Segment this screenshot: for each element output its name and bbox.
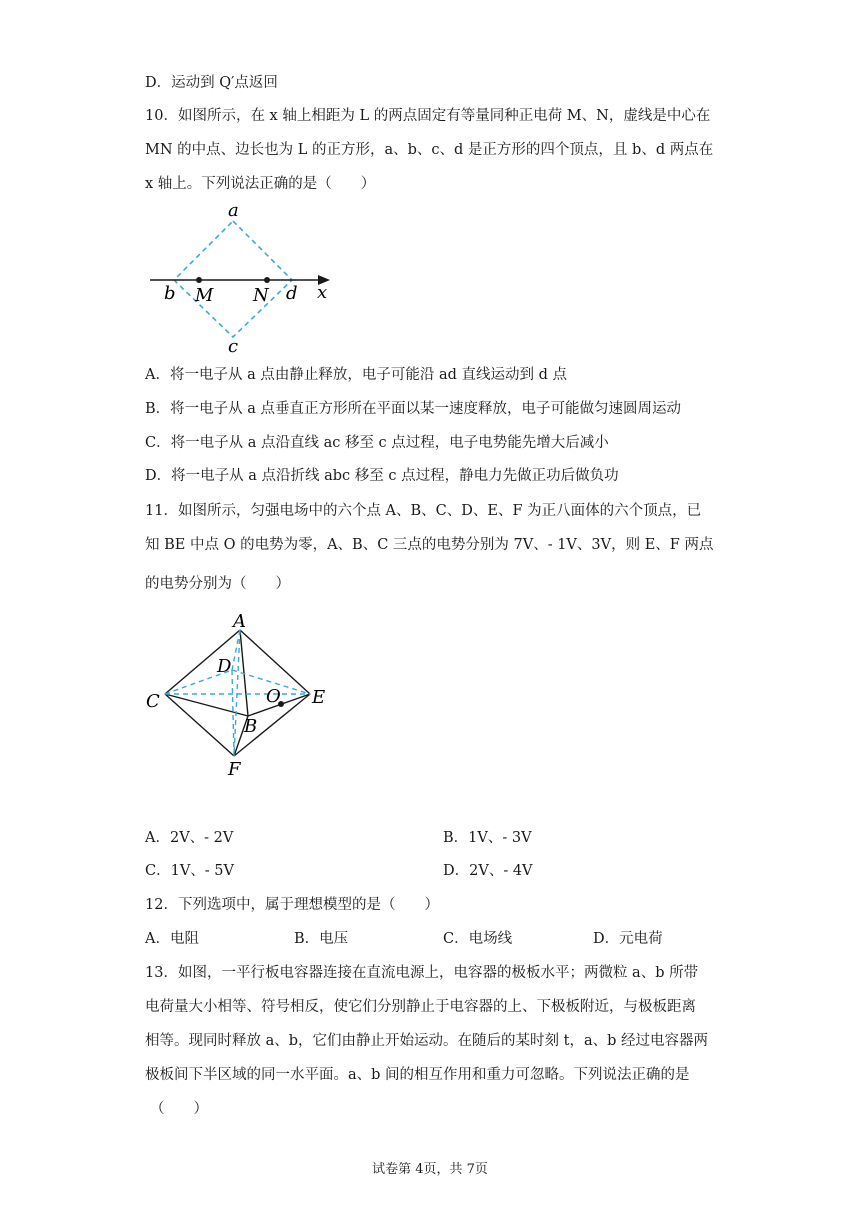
- q10-stem-line-1: 10．如图所示，在 x 轴上相距为 L 的两点固定有等量同种正电荷 M、N，虚线是中心在: [145, 108, 711, 124]
- q13-stem-line-2: 电荷量大小相等、符号相反，使它们分别静止于电容器的上、下极板附近，与极板距离: [145, 999, 696, 1015]
- q9-option-d: D．运动到 Q′点返回: [145, 75, 278, 91]
- q10-stem-line-2: MN 的中点、边长也为 L 的正方形，a、b、c、d 是正方形的四个顶点，且 b、d 两点在: [145, 142, 714, 158]
- label-a: a: [228, 200, 239, 221]
- q12-stem: 12．下列选项中，属于理想模型的是（ ）: [145, 897, 439, 913]
- charge-m: [196, 277, 202, 283]
- label-D: D: [217, 656, 232, 677]
- label-O: O: [266, 686, 281, 707]
- page-footer: 试卷第 4页，共 7页: [372, 1162, 488, 1177]
- q12-option-b: B．电压: [294, 931, 349, 947]
- q13-stem-line-1: 13．如图，一平行板电容器连接在直流电源上，电容器的极板水平；两微粒 a、b 所带: [145, 965, 699, 981]
- label-E: E: [312, 687, 326, 708]
- label-C: C: [146, 691, 160, 712]
- q10-option-d: D．将一电子从 a 点沿折线 abc 移至 c 点过程，静电力先做正功后做负功: [145, 468, 619, 484]
- q10-stem-line-3: x 轴上。下列说法正确的是（ ）: [145, 176, 376, 192]
- label-x: x: [317, 282, 328, 303]
- label-c: c: [228, 336, 239, 356]
- q11-stem-line-3: 的电势分别为（ ）: [145, 576, 290, 592]
- label-m: M: [195, 285, 214, 306]
- label-n: N: [253, 285, 269, 306]
- q12-option-c: C．电场线: [443, 931, 513, 947]
- q11-option-a: A．2V、- 2V: [145, 830, 234, 846]
- charge-n: [264, 277, 270, 283]
- q11-stem-line-2: 知 BE 中点 O 的电势为零，A、B、C 三点的电势分别为 7V、- 1V、3V，则 E、F 两点: [145, 537, 714, 553]
- q10-option-c: C．将一电子从 a 点沿直线 ac 移至 c 点过程，电子电势能先增大后减小: [145, 435, 609, 451]
- q13-stem-line-5: （ ）: [150, 1101, 208, 1117]
- label-b: b: [164, 283, 176, 304]
- q11-option-d: D．2V、- 4V: [443, 863, 533, 879]
- q13-stem-line-4: 极板间下半区域的同一水平面。a、b 间的相互作用和重力可忽略。下列说法正确的是: [145, 1067, 690, 1083]
- label-d: d: [286, 283, 298, 304]
- q12-option-a: A．电阻: [145, 931, 199, 947]
- label-A: A: [233, 611, 246, 632]
- q12-option-d: D．元电荷: [593, 931, 663, 947]
- label-B: B: [244, 716, 258, 737]
- q10-option-a: A．将一电子从 a 点由静止释放，电子可能沿 ad 直线运动到 d 点: [145, 367, 567, 383]
- q11-stem-line-1: 11．如图所示，匀强电场中的六个点 A、B、C、D、E、F 为正八面体的六个顶点，已: [145, 503, 702, 519]
- q13-stem-line-3: 相等。现同时释放 a、b，它们由静止开始运动。在随后的某时刻 t，a、b 经过电容器两: [145, 1033, 709, 1049]
- dashed-square: [174, 221, 292, 337]
- q10-option-b: B．将一电子从 a 点垂直正方形所在平面以某一速度释放，电子可能做匀速圆周运动: [145, 401, 682, 417]
- q11-option-c: C．1V、- 5V: [145, 863, 234, 879]
- label-F: F: [228, 759, 241, 780]
- q10-figure: [140, 198, 340, 356]
- q11-option-b: B．1V、- 3V: [443, 830, 532, 846]
- q11-figure: [140, 610, 340, 780]
